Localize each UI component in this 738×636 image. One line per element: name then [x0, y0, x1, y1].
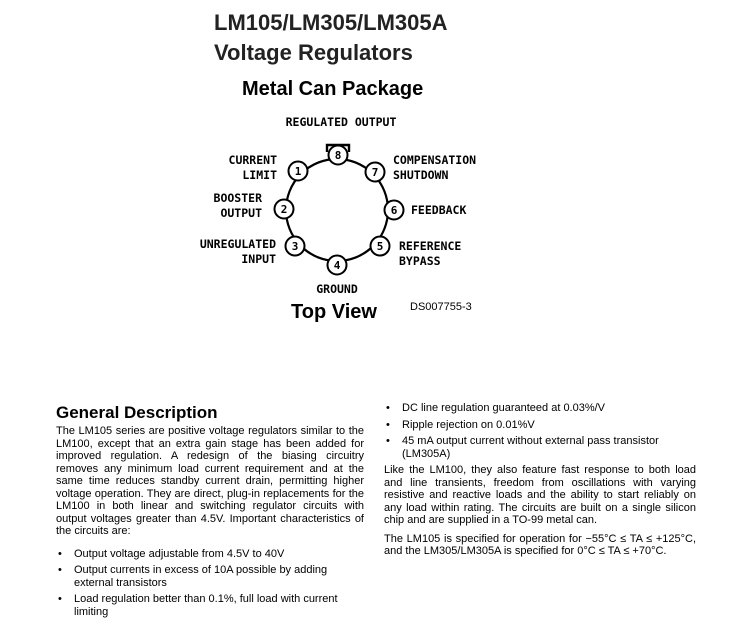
- characteristics-list-continued: [384, 402, 696, 460]
- pin-4-number: 4: [333, 259, 341, 272]
- pin-5-label: REFERENCE: [399, 239, 462, 253]
- pin-8-number: 8: [334, 149, 342, 162]
- pin-2-label: OUTPUT: [220, 206, 262, 220]
- temperature-paragraph: The LM105 is specified for operation for −55°C ≤ TA ≤ +125°C, and the LM305/LM305A is specified for 0°C ≤ TA ≤ +70°C.: [384, 532, 696, 557]
- description-right-column: [384, 402, 696, 558]
- package-title: Metal Can Package: [242, 78, 424, 100]
- pin-2-label: BOOSTER: [213, 191, 262, 205]
- pin-3-label: UNREGULATED: [199, 237, 276, 251]
- pin-6-label: FEEDBACK: [411, 203, 467, 217]
- pin-1-number: 1: [294, 165, 302, 178]
- pin-6-number: 6: [390, 204, 398, 217]
- intro-paragraph: The LM105 series are positive voltage regulators similar to the LM100, except that an extra gain stage has been added for improved regulation. A redesign of the biasing circuitry removes any minimum load current requirement and at the same time reduces standby current drain, permitting higher voltage operation. They are direct, plug-in replacements for the LM100 in both linear and switching regulator circuits with output voltages greater than 4.5V. Important characteristics of the circuits are:: [56, 425, 364, 537]
- pin-1-label: LIMIT: [242, 168, 277, 182]
- pin-5-label: BYPASS: [399, 254, 441, 268]
- list-item: • Output currents in excess of 10A possible by adding external transistors: [56, 564, 364, 589]
- pin-7-label: COMPENSATION: [393, 153, 477, 167]
- pin-8-label: REGULATED OUTPUT: [285, 115, 397, 129]
- pin-3-number: 3: [291, 240, 299, 253]
- list-item: • DC line regulation guaranteed at 0.03%/V: [384, 402, 696, 415]
- drawing-number: DS007755-3: [410, 301, 472, 313]
- title-part-numbers: LM105/LM305/LM305A: [214, 10, 448, 35]
- pin-3-label: INPUT: [241, 252, 276, 266]
- pin-7-label: SHUTDOWN: [393, 168, 449, 182]
- pin-7-number: 7: [371, 166, 379, 179]
- list-item: • Ripple rejection on 0.01%V: [384, 419, 696, 432]
- view-label: Top View: [291, 301, 377, 323]
- pin-2-number: 2: [280, 203, 288, 216]
- pin-4-label: GROUND: [316, 282, 358, 296]
- characteristics-list: [56, 548, 364, 619]
- section-heading: General Description: [56, 403, 218, 422]
- features-paragraph: Like the LM100, they also feature fast response to both load and line transients, freedom from oscillations with varying resistive and reactive loads and the ability to start reliably on any load within rating. The circuits are built on a single silicon chip and are supplied in a TO-99 metal can.: [384, 464, 696, 526]
- pin-1-label: CURRENT: [228, 153, 277, 167]
- title-product-type: Voltage Regulators: [214, 40, 413, 65]
- list-item: • 45 mA output current without external pass transistor (LM305A): [384, 435, 696, 460]
- description-left-column: [56, 425, 364, 622]
- list-item: • Load regulation better than 0.1%, full load with current limiting: [56, 593, 364, 618]
- list-item: • Output voltage adjustable from 4.5V to 40V: [56, 548, 364, 561]
- pin-5-number: 5: [376, 240, 384, 253]
